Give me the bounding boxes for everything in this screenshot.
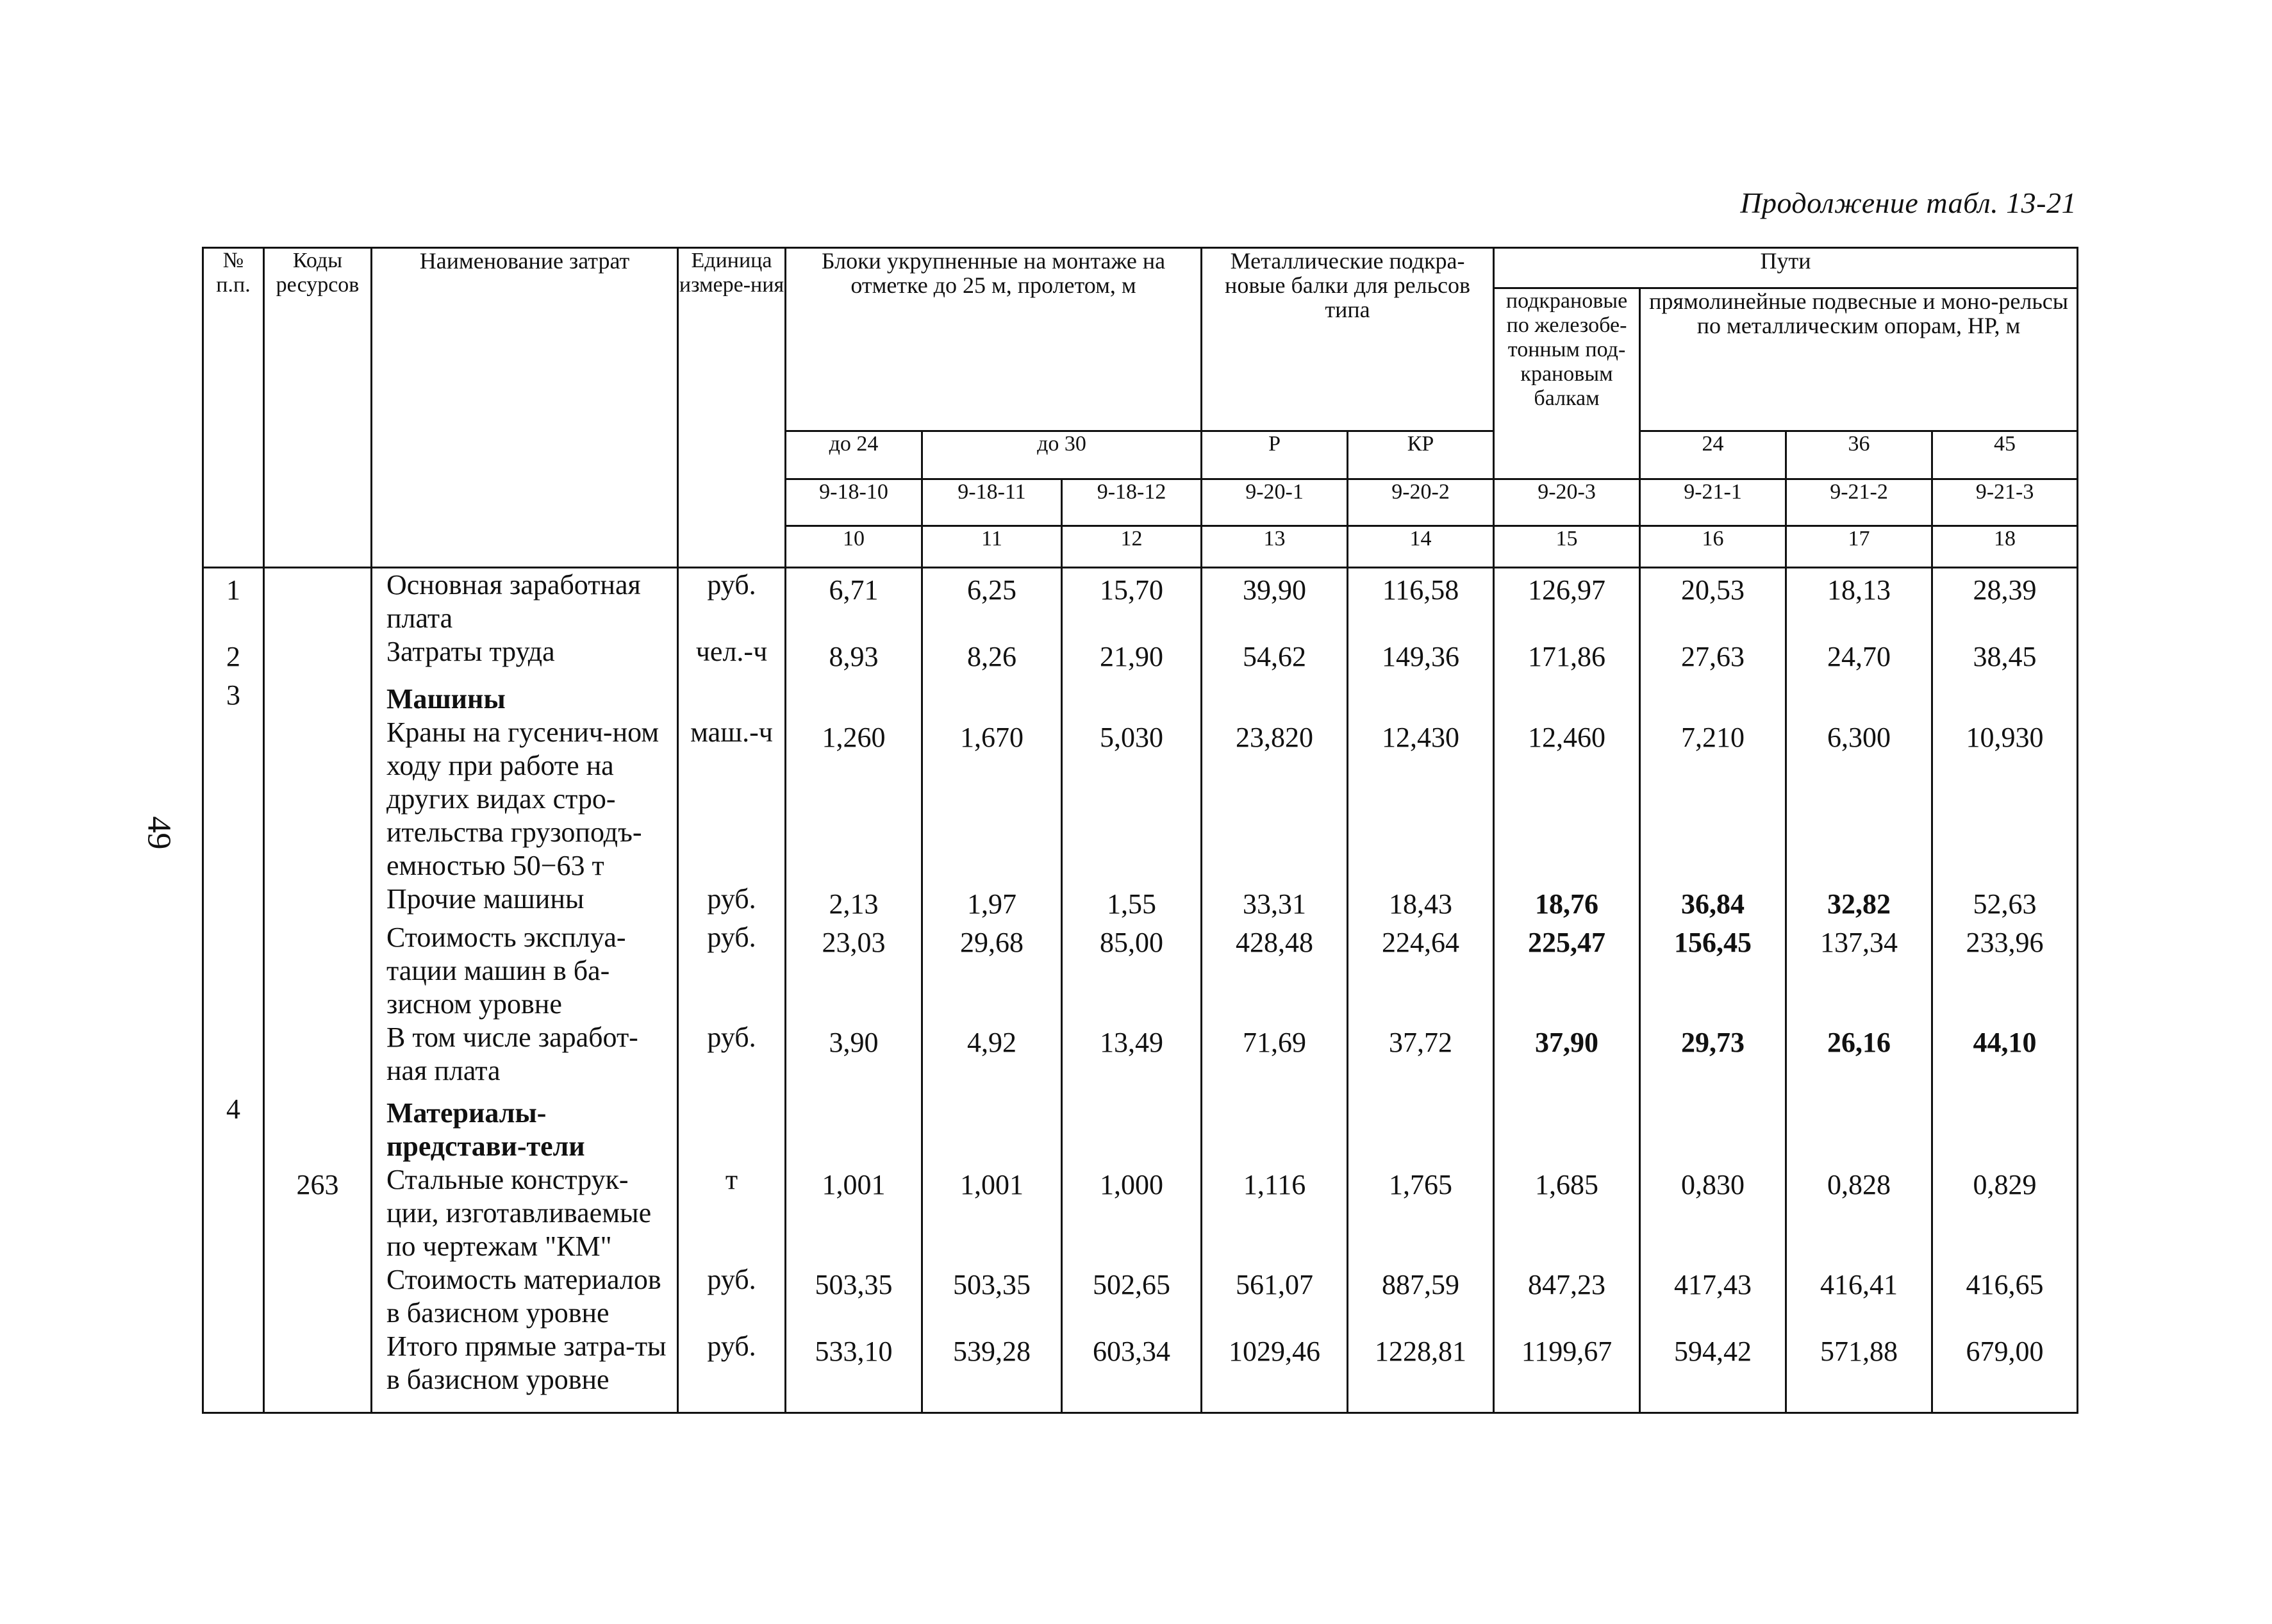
header-row-1	[203, 248, 2078, 288]
value-cell: 37,90	[1494, 1021, 1640, 1088]
unit: чел.-ч	[678, 635, 786, 674]
value-cell: 503,35	[786, 1263, 922, 1330]
cost-name: Материалы-представи-тели	[372, 1088, 678, 1163]
cost-name: Машины	[372, 674, 678, 716]
table-row	[203, 635, 2078, 674]
value-cell: 20,53	[1640, 568, 1786, 636]
table-row	[203, 674, 2078, 716]
table-row	[203, 1088, 2078, 1163]
value-cell: 1,001	[922, 1163, 1062, 1263]
value-cell: 156,45	[1640, 921, 1786, 1021]
value-cell: 1,55	[1062, 882, 1202, 921]
value-cell: 54,62	[1202, 635, 1348, 674]
resource-code: 263	[264, 1163, 372, 1263]
cost-name: Стоимость материалов в базисном уровне	[372, 1263, 678, 1330]
table-row	[203, 568, 2078, 636]
value-cell	[1494, 674, 1640, 716]
header-unit: Единица измере-ния	[678, 248, 786, 568]
value-cell: 15,70	[1062, 568, 1202, 636]
value-cell	[1932, 674, 2078, 716]
resource-code	[264, 1330, 372, 1413]
value-cell: 29,68	[922, 921, 1062, 1021]
header-num: № п.п.	[203, 248, 264, 568]
table-row	[203, 716, 2078, 882]
value-cell: 533,10	[786, 1330, 922, 1413]
value-cell: 679,00	[1932, 1330, 2078, 1413]
value-cell: 594,42	[1640, 1330, 1786, 1413]
resource-code	[264, 674, 372, 716]
value-cell	[786, 1088, 922, 1163]
header-blocks: Блоки укрупненные на монтаже на отметке до 25 м, пролетом, м	[786, 248, 1202, 431]
value-cell: 18,43	[1348, 882, 1494, 921]
header-paths: Пути	[1494, 248, 2078, 288]
cost-name: Затраты труда	[372, 635, 678, 674]
resource-code	[264, 1088, 372, 1163]
value-cell	[786, 674, 922, 716]
resource-code	[264, 921, 372, 1021]
header-crane-paths: подкрановые по железобе-тонным под-крановым балкам	[1494, 288, 1640, 479]
norm-code: 9-18-11	[922, 479, 1062, 526]
value-cell: 71,69	[1202, 1021, 1348, 1088]
value-cell: 887,59	[1348, 1263, 1494, 1330]
unit: маш.-ч	[678, 716, 786, 882]
table-caption: Продолжение табл. 13-21	[1740, 186, 2077, 219]
value-cell	[1786, 674, 1932, 716]
row-number	[203, 882, 264, 921]
table-body	[203, 568, 2078, 1413]
column-number: 17	[1786, 526, 1932, 568]
resource-code	[264, 568, 372, 636]
row-number	[203, 716, 264, 882]
row-number: 1	[203, 568, 264, 636]
value-cell: 0,829	[1932, 1163, 2078, 1263]
value-cell: 28,39	[1932, 568, 2078, 636]
row-number: 4	[203, 1088, 264, 1163]
value-cell	[1348, 674, 1494, 716]
value-cell: 137,34	[1786, 921, 1932, 1021]
value-cell: 502,65	[1062, 1263, 1202, 1330]
value-cell: 1199,67	[1494, 1330, 1640, 1413]
value-cell: 571,88	[1786, 1330, 1932, 1413]
unit	[678, 1088, 786, 1163]
value-cell: 1,685	[1494, 1163, 1640, 1263]
value-cell: 23,820	[1202, 716, 1348, 882]
norm-code: 9-21-2	[1786, 479, 1932, 526]
header-codes: Коды ресурсов	[264, 248, 372, 568]
value-cell: 32,82	[1786, 882, 1932, 921]
value-cell: 8,93	[786, 635, 922, 674]
value-cell: 26,16	[1786, 1021, 1932, 1088]
value-cell: 561,07	[1202, 1263, 1348, 1330]
value-cell: 6,25	[922, 568, 1062, 636]
page-number: 49	[140, 816, 178, 850]
resource-code	[264, 882, 372, 921]
resource-table	[202, 247, 2078, 1414]
column-number: 14	[1348, 526, 1494, 568]
value-cell	[1062, 1088, 1202, 1163]
span-cell: 24	[1640, 431, 1786, 479]
norm-code: 9-20-3	[1494, 479, 1640, 526]
value-cell	[922, 1088, 1062, 1163]
header-beams: Металлические подкра-новые балки для рельсов типа	[1202, 248, 1494, 431]
row-number	[203, 921, 264, 1021]
table-row	[203, 921, 2078, 1021]
value-cell: 38,45	[1932, 635, 2078, 674]
norm-code: 9-21-3	[1932, 479, 2078, 526]
value-cell: 52,63	[1932, 882, 2078, 921]
row-number	[203, 1163, 264, 1263]
column-number: 16	[1640, 526, 1786, 568]
value-cell: 1,670	[922, 716, 1062, 882]
norm-code: 9-21-1	[1640, 479, 1786, 526]
column-number: 11	[922, 526, 1062, 568]
value-cell	[1494, 1088, 1640, 1163]
column-number: 10	[786, 526, 922, 568]
column-number: 15	[1494, 526, 1640, 568]
value-cell	[1062, 674, 1202, 716]
row-number	[203, 1330, 264, 1413]
value-cell: 12,430	[1348, 716, 1494, 882]
value-cell: 1029,46	[1202, 1330, 1348, 1413]
unit: руб.	[678, 1263, 786, 1330]
value-cell: 85,00	[1062, 921, 1202, 1021]
value-cell: 39,90	[1202, 568, 1348, 636]
span-cell: КР	[1348, 431, 1494, 479]
value-cell: 3,90	[786, 1021, 922, 1088]
unit: руб.	[678, 1330, 786, 1413]
column-number: 13	[1202, 526, 1348, 568]
value-cell: 37,72	[1348, 1021, 1494, 1088]
span-cell: до 24	[786, 431, 922, 479]
unit	[678, 674, 786, 716]
value-cell	[1786, 1088, 1932, 1163]
cost-name: Прочие машины	[372, 882, 678, 921]
value-cell: 224,64	[1348, 921, 1494, 1021]
value-cell: 1,001	[786, 1163, 922, 1263]
unit: руб.	[678, 921, 786, 1021]
resource-code	[264, 635, 372, 674]
value-cell: 428,48	[1202, 921, 1348, 1021]
value-cell: 116,58	[1348, 568, 1494, 636]
norm-code: 9-20-1	[1202, 479, 1348, 526]
row-number	[203, 1021, 264, 1088]
value-cell: 539,28	[922, 1330, 1062, 1413]
value-cell: 24,70	[1786, 635, 1932, 674]
resource-code	[264, 1263, 372, 1330]
unit: руб.	[678, 1021, 786, 1088]
header-name: Наименование затрат	[372, 248, 678, 568]
value-cell: 1,765	[1348, 1163, 1494, 1263]
value-cell: 12,460	[1494, 716, 1640, 882]
value-cell	[1640, 674, 1786, 716]
value-cell: 8,26	[922, 635, 1062, 674]
table-row	[203, 1330, 2078, 1413]
span-cell: 36	[1786, 431, 1932, 479]
value-cell: 171,86	[1494, 635, 1640, 674]
resource-code	[264, 1021, 372, 1088]
value-cell: 126,97	[1494, 568, 1640, 636]
table-row	[203, 1163, 2078, 1263]
cost-name: Стальные конструк-ции, изготавливаемые по чертежам "КМ"	[372, 1163, 678, 1263]
norm-code: 9-18-10	[786, 479, 922, 526]
norm-code: 9-20-2	[1348, 479, 1494, 526]
value-cell: 1,000	[1062, 1163, 1202, 1263]
cost-name: Итого прямые затра-ты в базисном уровне	[372, 1330, 678, 1413]
value-cell: 5,030	[1062, 716, 1202, 882]
value-cell: 27,63	[1640, 635, 1786, 674]
unit: руб.	[678, 568, 786, 636]
value-cell: 225,47	[1494, 921, 1640, 1021]
value-cell: 18,13	[1786, 568, 1932, 636]
value-cell: 1,116	[1202, 1163, 1348, 1263]
value-cell: 29,73	[1640, 1021, 1786, 1088]
value-cell	[1348, 1088, 1494, 1163]
value-cell: 603,34	[1062, 1330, 1202, 1413]
cost-name: Краны на гусенич-ном ходу при работе на других видах стро-ительства грузоподъ-емностью 50−63 т	[372, 716, 678, 882]
column-number: 18	[1932, 526, 2078, 568]
row-number: 3	[203, 674, 264, 716]
span-cell: Р	[1202, 431, 1348, 479]
table-row	[203, 1263, 2078, 1330]
resource-code	[264, 716, 372, 882]
value-cell: 416,65	[1932, 1263, 2078, 1330]
cost-name: Основная заработная плата	[372, 568, 678, 636]
value-cell: 44,10	[1932, 1021, 2078, 1088]
value-cell: 33,31	[1202, 882, 1348, 921]
value-cell	[1932, 1088, 2078, 1163]
value-cell: 0,830	[1640, 1163, 1786, 1263]
value-cell: 4,92	[922, 1021, 1062, 1088]
header-straight-paths: прямолинейные подвесные и моно-рельсы по металлическим опорам, НР, м	[1640, 288, 2078, 431]
value-cell	[1202, 674, 1348, 716]
value-cell: 0,828	[1786, 1163, 1932, 1263]
value-cell: 21,90	[1062, 635, 1202, 674]
value-cell: 10,930	[1932, 716, 2078, 882]
value-cell: 36,84	[1640, 882, 1786, 921]
value-cell	[1202, 1088, 1348, 1163]
cost-name: Стоимость эксплуа-тации машин в ба-зисном уровне	[372, 921, 678, 1021]
value-cell: 18,76	[1494, 882, 1640, 921]
norm-code: 9-18-12	[1062, 479, 1202, 526]
value-cell: 1,260	[786, 716, 922, 882]
table-row	[203, 882, 2078, 921]
table-row	[203, 1021, 2078, 1088]
value-cell: 416,41	[1786, 1263, 1932, 1330]
value-cell: 23,03	[786, 921, 922, 1021]
value-cell: 1228,81	[1348, 1330, 1494, 1413]
unit: руб.	[678, 882, 786, 921]
cost-name: В том числе заработ-ная плата	[372, 1021, 678, 1088]
row-number	[203, 1263, 264, 1330]
value-cell: 503,35	[922, 1263, 1062, 1330]
value-cell: 6,300	[1786, 716, 1932, 882]
value-cell	[1640, 1088, 1786, 1163]
value-cell: 233,96	[1932, 921, 2078, 1021]
value-cell: 847,23	[1494, 1263, 1640, 1330]
value-cell: 7,210	[1640, 716, 1786, 882]
value-cell: 2,13	[786, 882, 922, 921]
value-cell: 149,36	[1348, 635, 1494, 674]
unit: т	[678, 1163, 786, 1263]
span-cell: 45	[1932, 431, 2078, 479]
row-number: 2	[203, 635, 264, 674]
value-cell: 6,71	[786, 568, 922, 636]
value-cell: 1,97	[922, 882, 1062, 921]
span-cell: до 30	[922, 431, 1202, 479]
value-cell: 417,43	[1640, 1263, 1786, 1330]
value-cell: 13,49	[1062, 1021, 1202, 1088]
value-cell	[922, 674, 1062, 716]
column-number: 12	[1062, 526, 1202, 568]
